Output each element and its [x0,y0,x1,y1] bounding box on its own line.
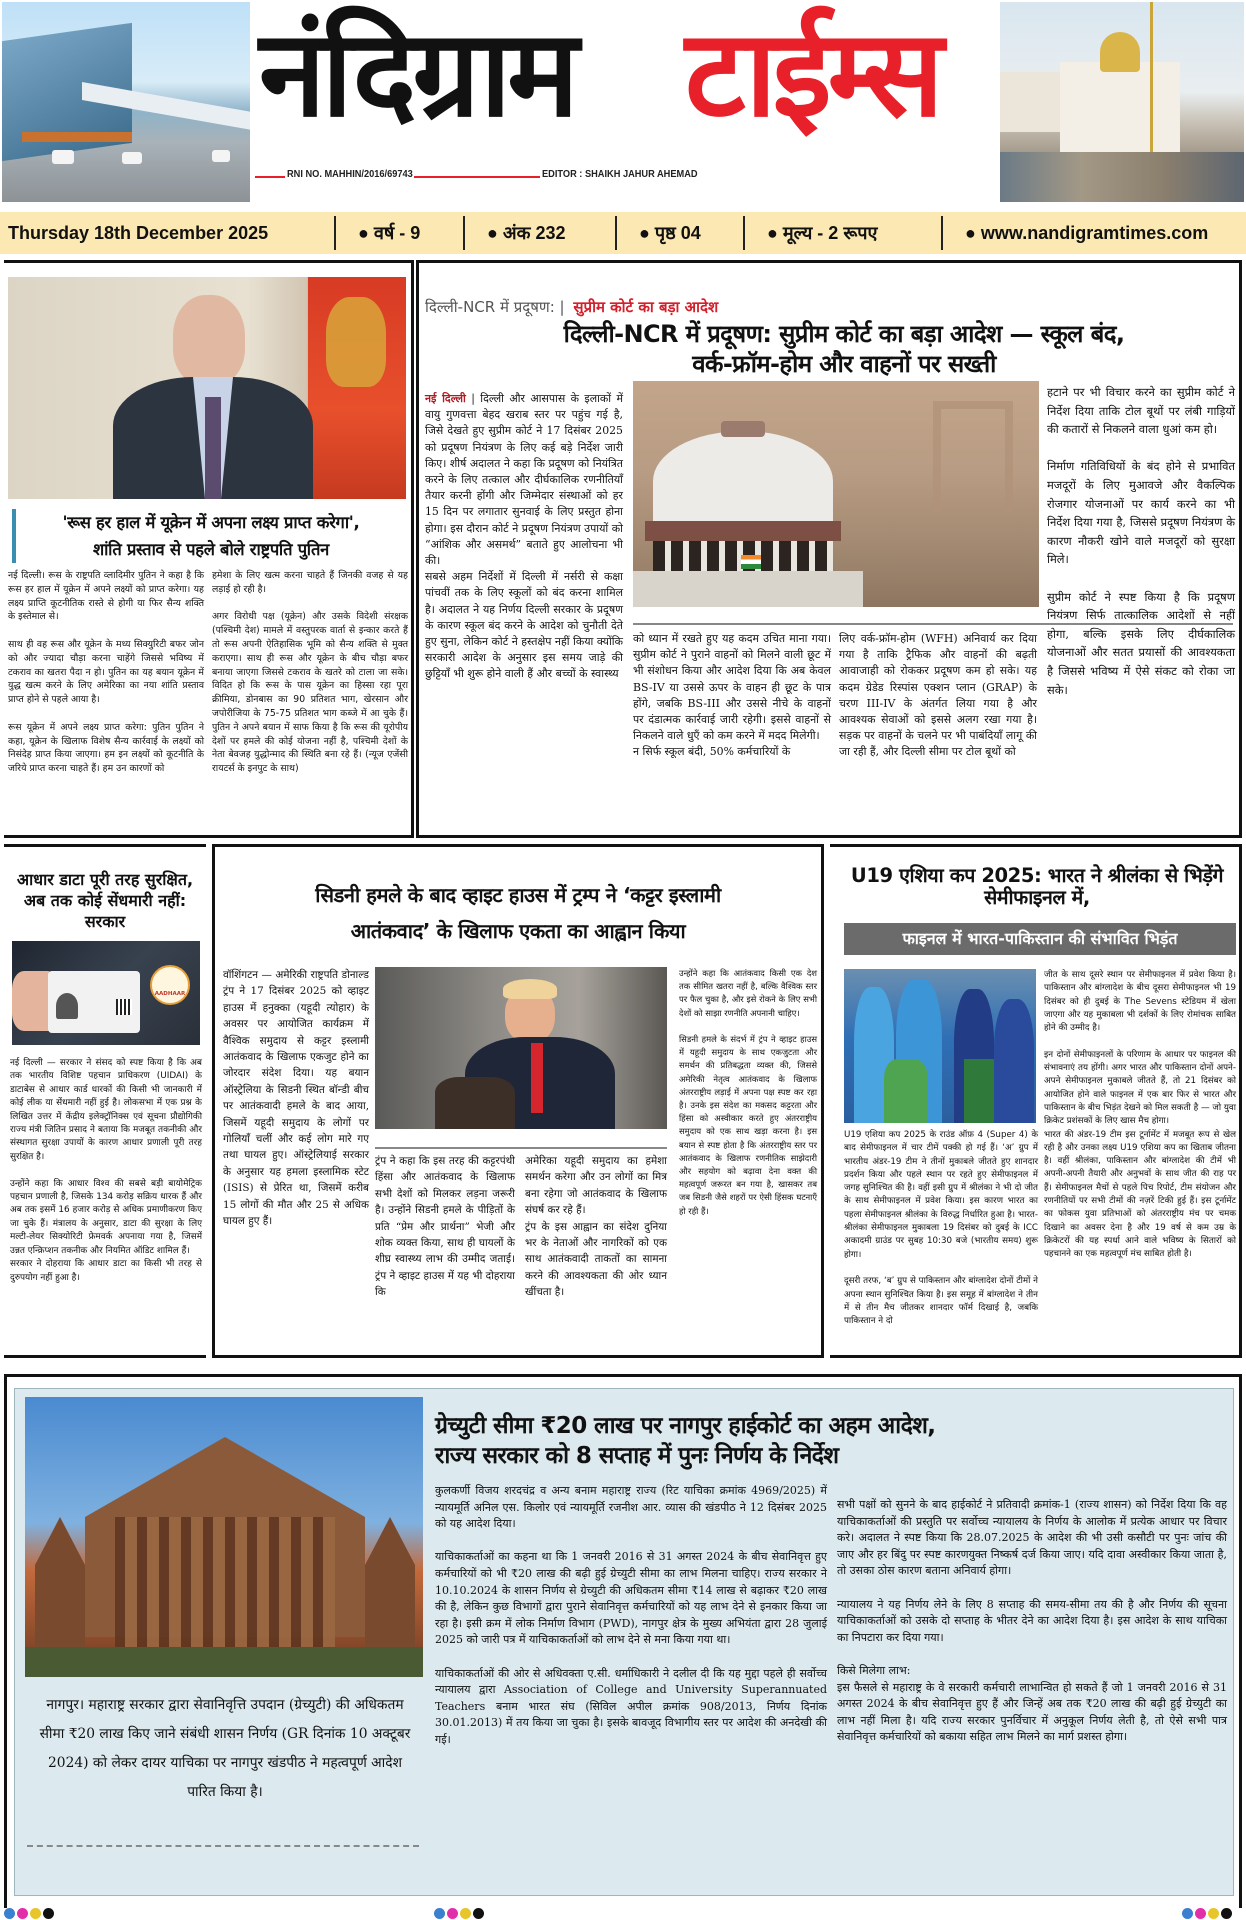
headline-line: दिल्ली-NCR में प्रदूषण: सुप्रीम कोर्ट का बड़ा आदेश — स्कूल बंद, [563,320,1125,348]
cricket-article [830,844,1242,1358]
gurudwara-photo [1000,2,1244,202]
cricket-body-left: U19 एशिया कप 2025 के राउंड ऑफ़ 4 (Super 4) के बाद सेमीफाइनल में चार टीमें पक्की हो गई हैं। ‘अ’ ग्रुप में भारतीय अंडर-19 टीम ने तीनों मुकाबले जीतते हुए शानदार प्रदर्शन किया और पहले स्थान पर रहते हुए सेमीफाइनल में जगह सुनिश्चित की है। वहीं इसी ग्रुप में श्रीलंका ने भी दो जीत के साथ सेमीफाइनल में प्रवेश किया। इस कारण भारत का पहला सेमीफाइनल श्रीलंका के विरुद्ध निर्धारित हुआ है। भारत-श्रीलंका सेमीफाइनल मुकाबला 19 दिसंबर को दुबई के ICC अकादमी ग्राउंड पर सुबह 10:30 बजे (भारतीय समय) शुरू होगा। दूसरी तरफ, ‘ब’ ग्रुप से पाकिस्तान और बांग्लादेश दोनों टीमों ने अपना स्थान सुनिश्चित किया है। इस समूह में बांग्लादेश ने तीन में से तीन मैच जीतकर शानदार फॉर्म दिखाई है, जबकि पाकिस्तान ने दो [844,1130,1038,1327]
bullet-icon: ● [767,223,783,243]
high-court-photo [25,1397,423,1677]
delhi-headline [419,319,1239,379]
headline-line: ग्रेच्युटी सीमा ₹20 लाख पर नागपुर हाईकोर्ट का अहम आदेश, [435,1413,936,1439]
bullet-icon: ● [358,223,374,243]
rni-number: RNI NO. MAHHIN/2016/69743 [287,168,413,180]
gratuity-body-col-1: कुलकर्णी विजय शरदचंद्र व अन्य बनाम महाराष्ट्र राज्य (रिट याचिका क्रमांक 4969/2025) में न्यायमूर्ति अनिल एस. किलोर एवं न्यायमूर्ति रजनीश आर. व्यास की खंडपीठ ने 12 दिसंबर 2025 को यह आदेश दिया। याचिकाकर्ताओं का कहना था कि 1 जनवरी 2016 से 31 अगस्त 2024 के बीच सेवानिवृत्त हुए कर्मचारियों को भी ₹20 लाख की बढ़ी हुई ग्रेच्युटी सीमा का लाभ मिलना चाहिए। राज्य सरकार ने 10.10.2024 के शासन निर्णय से ग्रेच्युटी की अधिकतम सीमा ₹14 लाख से बढ़ाकर ₹20 लाख की है, लेकिन कुछ विभागों द्वारा पुराने सेवानिवृत्त कर्मचारियों को यह लाभ देने से इनकार किया जा रहा है। इसी क्रम में लोक निर्माण विभाग (PWD), नागपुर क्षेत्र के मुख्य अभियंता द्वारा 28 जुलाई 2025 को जारी पत्र में याचिकाकर्ताओं को लाभ देने से मना किया गया था। याचिकाकर्ताओं की ओर से अधिवक्ता ए.सी. धर्माधिकारी ने दलील दी कि यह मुद्दा पहले ही सर्वोच्च न्यायालय द्वारा Association of College and University Superannuated Teachers बनाम भारत संघ (सिविल अपील क्रमांक 908/2013, निर्णय दिनांक 30.01.2013) में तय किया जा चुका है। इसके बावजूद विभागीय स्तर पर आदेश की अनदेखी की गई। [435,1484,827,1746]
cyan-dot [434,1908,445,1919]
aadhaar-article [4,844,206,1358]
headline-line: आतंकवाद’ के खिलाफ एकता का आह्वान किया [350,919,686,943]
kicker [425,297,718,317]
yellow-dot [30,1908,41,1919]
delhi-body-col-4: हटाने पर भी विचार करने का सुप्रीम कोर्ट ने निर्देश दिया ताकि टोल बूथों पर लंबी गाड़ियों की कतारों से निकलने वाला धुआं कम हो। निर्माण गतिविधियों के बंद होने से प्रभावित मजदूरों के लिए मुआवजे और वैकल्पिक रोजगार योजनाओं पर कार्य करने का भी निर्देश दिया गया है, जिससे प्रदूषण नियंत्रण के कारण नौकरी खोने वाले मजदूरों को सुरक्षा मिले। सुप्रीम कोर्ट ने स्पष्ट किया है कि प्रदूषण नियंत्रण सिर्फ तात्कालिक आदेशों से नहीं होगा, बल्कि इसके लिए दीर्घकालिक योजनाओं और सतत प्रयासों की आवश्यकता है जिससे भविष्य में ऐसे संकट को रोका जा सके। [1047,385,1235,697]
airport-photo [2,2,250,202]
dateline: नई दिल्ली [425,392,466,405]
rule [375,1147,667,1149]
info-bar [0,212,1246,254]
putin-headline [12,509,406,563]
kicker-gray: दिल्ली-NCR में प्रदूषण: | [425,298,565,316]
bullet-icon: ● [487,223,503,243]
yellow-dot [1208,1908,1219,1919]
delhi-body-col-2: को ध्यान में रखते हुए यह कदम उचित माना गया। सुप्रीम कोर्ट ने पुराने वाहनों को मिलने वाली छूट में भी संशोधन किया और आदेश दिया कि अब केवल BS-IV या उससे ऊपर के वाहन ही छूट के पात्र होंगे, जबकि BS-III और उससे नीचे के वाहनों पर दंडात्मक कार्रवाई जारी रहेगी। इससे वाहनों से निकलने वाले धुएँ को कम करने में मदद मिलेगी। न सिर्फ स्कूल बंदी, 50% कर्मचारियों के [633,632,831,759]
trump-body-col-4: उन्होंने कहा कि आतंकवाद किसी एक देश तक सीमित खतरा नहीं है, बल्कि वैश्विक स्तर पर फैल चुका है, और इसे रोकने के लिए सभी देशों को साझा रणनीति अपनानी चाहिए। सिडनी हमले के संदर्भ में ट्रंप ने व्हाइट हाउस में यहूदी समुदाय के साथ एकजुटता और समर्थन की प्रतिबद्धता व्यक्त की, जिससे अमेरिकी नेतृत्व आतंकवाद के खिलाफ अंतरराष्ट्रीय लड़ाई में अपना पक्ष स्पष्ट कर रहा है। उनके इस संदेश का मकसद कट्टरता और हिंसा को अस्वीकार करते हुए अंतरराष्ट्रीय समुदाय को एक साथ खड़ा करना है। इस बयान से स्पष्ट होता है कि अंतरराष्ट्रीय स्तर पर आतंकवाद के खिलाफ रणनीतिक साझेदारी और सहयोग को बढ़ावा देना वक्त की महत्वपूर्ण जरूरत बन गया है, खासकर तब जब सिडनी जैसे शहरों पर ऐसी हिंसक घटनाएँ हो रही हैं। [679,968,817,1216]
trump-body-col-3: अमेरिका यहूदी समुदाय का हमेशा समर्थन करेगा और उन लोगों का मित्र बना रहेगा जो आतंकवाद के खिलाफ संघर्ष कर रहे हैं। ट्रंप के इस आह्वान का संदेश दुनिया भर के नेताओं और नागरिकों को एक साथ आतंकवादी ताकतों का सामना करने की आवश्यकता की ओर ध्यान खींचता है। [525,1155,667,1299]
bullet-icon: ● [965,222,981,243]
bullet-icon: ● [639,223,655,243]
masthead-title-black: नंदिग्राम [259,5,575,144]
trump-body-col-2: ट्रंप ने कहा कि इस तरह की कट्टरपंथी हिंसा और आतंकवाद के खिलाफ सभी देशों को मिलकर लड़ना जरूरी है। उन्होंने सिडनी हमले के पीड़ितों के प्रति “प्रेम और प्रार्थना” भेजी और शोक व्यक्त किया, साथ ही घायलों के शीघ्र स्वास्थ्य लाभ की उम्मीद जताई। ट्रंप ने व्हाइट हाउस में यह भी दोहराया कि [375,1155,515,1299]
cricket-headline: U19 एशिया कप 2025: भारत ने श्रीलंका से भिड़ेंगे सेमीफाइनल में, [850,864,1224,909]
putin-body-col-2: हमेशा के लिए खत्म करना चाहते हैं जिनकी वजह से यह लड़ाई हो रही है। अगर विरोधी पक्ष (यूक्रेन) और उसके विदेशी संरक्षक (पश्चिमी देश) मामले में वस्तुपरक वार्ता से इन्कार करते हैं तो रूस अपनी ऐतिहासिक भूमि को सैन्य शक्ति से मुक्त कराएगा। साथ ही रूस और यूक्रेन के बीच चौड़ा बफर बनाया जाएगा जिससे टकराव के खतरे को टाला जा सके। विदित हो कि रूस के पास यूक्रेन का हिस्सा रहा पूरा क्रीमिया, डोनबास का 90 प्रतिशत भाग, खेरसान और जपोरीजिया के 75-75 प्रतिशत भाग कब्जे में आ चुके हैं। पुतिन ने अपने बयान में साफ किया है कि रूस की यूरोपीय देशों पर हमले की कोई योजना नहीं है, पश्चिमी देशों के नेता बेवजह युद्धोन्माद की स्थिति बना रहे हैं। (न्यूज एजेंसी रायटर्स के इनपुट के साथ) [212,570,408,775]
yellow-dot [460,1908,471,1919]
putin-body-col-1: नई दिल्ली। रूस के राष्ट्रपति व्लादिमीर पुतिन ने कहा है कि रूस हर हाल में यूक्रेन में अपने लक्ष्यों को प्राप्त करेगा। यह लक्ष्य प्राप्ति कूटनीतिक रास्ते से होगी या फिर सैन्य शक्ति के इस्तेमाल से। साथ ही वह रूस और यूक्रेन के मध्य सिक्युरिटी बफर जोन को और ज्यादा चौड़ा करना चाहेंगे जिससे भविष्य में टकराव का खतरा पैदा न हो। पुतिन का यह बयान यूक्रेन में युद्ध खत्म करने के लिए अमेरिका का नया शांति प्रस्ताव प्राप्त होने से पहले आया है। रूस यूक्रेन में अपने लक्ष्य प्राप्त करेगा: पुतिन पुतिन ने कहा, यूक्रेन के खिलाफ विशेष सैन्य कार्रवाई के लक्ष्यों को निसंदेह प्राप्त किया जाएगा। हम इन लक्ष्यों को कूटनीति के जरिये प्राप्त करना चाहते हैं। हम उन कारणों को [8,570,204,775]
dashed-divider [27,1845,419,1847]
magenta-dot [1195,1908,1206,1919]
cyan-dot [4,1908,15,1919]
black-dot [43,1908,54,1919]
delhi-article [416,260,1242,838]
aadhaar-body: नई दिल्ली — सरकार ने संसद को स्पष्ट किया है कि अब तक भारतीय विशिष्ट पहचान प्राधिकरण (UIDAI) के डाटाबेस से आधार कार्ड धारकों की किसी भी जानकारी में कोई लीक या सेंधमारी नहीं हुई है। लोकसभा में एक प्रश्न के लिखित उत्तर में केंद्रीय इलेक्ट्रॉनिक्स एवं सूचना प्रौद्योगिकी राज्य मंत्री जितिन प्रसाद ने बताया कि मजबूत तकनीकी और संस्थागत सुरक्षा उपायों के कारण आधार प्रणाली पूरी तरह सुरक्षित है। उन्होंने कहा कि आधार विश्व की सबसे बड़ी बायोमेट्रिक पहचान प्रणाली है, जिसके 134 करोड़ सक्रिय धारक हैं और अब तक इसमें 16 हजार करोड़ से अधिक प्रमाणीकरण किए जा चुके हैं। मंत्रालय के अनुसार, डाटा की सुरक्षा के लिए मल्टी-लेयर सिक्योरिटी फ्रेमवर्क अपनाया गया है, जिसमें उन्नत एन्क्रिप्शन तकनीक और नियमित ऑडिट शामिल हैं। सरकार ने दोहराया कि आधार डाटा का किसी भी तरह से दुरुपयोग नहीं हुआ है। [10,1058,202,1283]
website-link[interactable]: ● www.nandigramtimes.com [965,222,1209,243]
red-rule [255,176,285,178]
cricket-subhead: फाइनल में भारत-पाकिस्तान की संभावित भिड़ंत [844,923,1236,955]
headline-line: 'रूस हर हाल में यूक्रेन में अपना लक्ष्य प्राप्त करेगा', [62,513,360,532]
registration-marks-left [4,1908,54,1919]
issue-year: ● वर्ष - 9 [358,223,421,243]
price: ● मूल्य - 2 रूपए [767,223,878,243]
cricket-body-right: जीत के साथ दूसरे स्थान पर सेमीफाइनल में प्रवेश किया है। पाकिस्तान और बांग्लादेश के बीच दूसरा सेमीफाइनल भी 19 दिसंबर को ही दुबई के The Sevens स्टेडियम में खेला जाएगा और यह मुकाबला भी दर्शकों के लिए रोमांचक साबित होने की उम्मीद है। इन दोनों सेमीफाइनलों के परिणाम के आधार पर फाइनल की संभावनाएं तय होंगी। अगर भारत और पाकिस्तान दोनों अपने-अपने सेमीफाइनल मुकाबले जीतते हैं, तो 21 दिसंबर को आयोजित होने वाले फाइनल में एक बार फिर से भारत और पाकिस्तान के बीच भिड़ंत देखने को मिल सकती है — जो युवा क्रिकेट प्रशंसकों के लिए खास मैच होगा। भारत की अंडर-19 टीम इस टूर्नामेंट में मजबूत रूप से खेल रही है और उनका लक्ष्य U19 एशिया कप का खिताब जीतना है। वहीं श्रीलंका, पाकिस्तान और बांग्लादेश की टीमें भी अपनी-अपनी तैयारी और अनुभवों के साथ जीत की राह पर हैं। सेमीफाइनल मैचों से पहले पिच रिपोर्ट, टीम संयोजन और रणनीतियों पर सभी टीमों की नज़रें टिकी हुई हैं। इस टूर्नामेंट का फोकस युवा प्रतिभाओं को अंतरराष्ट्रीय मंच पर चमक दिखाने का अवसर देना है और 19 वर्ष से कम उम्र के क्रिकेटरों की यह स्पर्धा आने वाले भविष्य के सितारों को पहचानने का एक महत्वपूर्ण मंच साबित होती है। [1044,970,1236,1260]
gratuity-body-col-2: सभी पक्षों को सुनने के बाद हाईकोर्ट ने प्रतिवादी क्रमांक-1 (राज्य शासन) को निर्देश दिया कि वह याचिकाकर्ताओं की प्रस्तुति पर सर्वोच्च न्यायालय के निर्णय के आलोक में प्रत्येक आधार पर विचार करे। अदालत ने स्पष्ट किया कि 28.07.2025 के आदेश की भी उसी कसौटी पर पुनः जांच की जाए और हर बिंदु पर स्पष्ट कारणयुक्त निष्कर्ष दर्ज किया जाए। यदि दावा अस्वीकार किया जाता है, तो उसका ठोस कारण बताना अनिवार्य होगा। न्यायालय ने यह निर्णय लेने के लिए 8 सप्ताह की समय-सीमा तय की है और निर्णय की सूचना याचिकाकर्ताओं को उसके दो सप्ताह के भीतर देने का आदेश दिया है। इस आदेश के साथ याचिका का निपटारा कर दिया गया। किसे मिलेगा लाभ: इस फैसले से महाराष्ट्र के वे सरकारी कर्मचारी लाभान्वित हो सकते हैं जो 1 जनवरी 2016 से 31 अगस्त 2024 के बीच सेवानिवृत्त हुए हैं और जिन्हें अब तक ₹20 लाख की बढ़ी हुई ग्रेच्युटी का लाभ नहीं मिला है। यदि राज्य सरकार पुनर्विचार में अनुकूल निर्णय लेती है, तो ऐसे सभी पात्र सेवानिवृत्त कर्मचारियों को बकाया सहित लाभ मिलने का मार्ग प्रशस्त होगा। [837,1498,1227,1744]
black-dot [473,1908,484,1919]
headline-line: शांति प्रस्ताव से पहले बोले राष्ट्रपति पुतिन [92,540,330,559]
registration-marks-right [1182,1908,1232,1919]
putin-photo [8,277,406,499]
masthead-title-red: टाईम्स [685,5,940,144]
red-rule [414,176,540,178]
aadhaar-logo: AADHAAR [154,991,186,997]
issue-date: Thursday 18th December 2025 [8,222,269,243]
trump-body-col-1: वॉशिंगटन — अमेरिकी राष्ट्रपति डोनाल्ड ट्रंप ने 17 दिसंबर 2025 को व्हाइट हाउस में हनुक्का (यहूदी त्योहार) के अवसर पर आयोजित कार्यक्रम में वैश्विक समुदाय से कट्टर इस्लामी आतंकवाद के खिलाफ एकजुट होने का जोरदार संदेश दिया। यह बयान ऑस्ट्रेलिया के सिडनी स्थित बॉन्डी बीच पर आतंकवादी हमले के बाद आया, जिसमें यहूदी समुदाय के लोगों पर गोलियाँ चलीं और कई लोग मारे गए तथा घायल हुए। ऑस्ट्रेलियाई सरकार के अनुसार यह हमला इस्लामिक स्टेट (ISIS) से प्रेरित था, जिसमें करीब 15 लोगों की मौत और 25 से अधिक घायल हुए हैं। [223,969,369,1228]
aadhaar-card-photo [12,941,200,1045]
page-count: ● पृष्ठ 04 [639,223,701,243]
headline-line: राज्य सरकार को 8 सप्ताह में पुनः निर्णय के निर्देश [435,1443,839,1469]
masthead-meta [255,164,815,180]
masthead-logo [255,5,1000,160]
trump-article [212,844,824,1358]
delhi-body-col-1: नई दिल्ली | दिल्ली और आसपास के इलाकों में वायु गुणवत्ता बेहद खराब स्तर पर पहुंच गई है, जिसे देखते हुए सुप्रीम कोर्ट ने 17 दिसंबर 2025 को प्रदूषण नियंत्रण के लिए कई बड़े निर्देश जारी किए। शीर्ष अदालत ने कहा कि प्रदूषण को नियंत्रित करने के लिए तत्काल और दीर्घकालिक रणनीतियाँ तैयार करनी होंगी और जिम्मेदार संस्थाओं को हर 15 दिन पर लगातार सुनवाई के लिए प्रस्तुत होना होगा। इस दौरान कोर्ट ने प्रदूषण नियंत्रण उपायों को “आंशिक और असमर्थ” बताते हुए आलोचना भी की। सबसे अहम निर्देशों में दिल्ली में नर्सरी से कक्षा पांचवीं तक के लिए स्कूलों को बंद करना शामिल है। अदालत ने यह निर्णय दिल्ली सरकार के प्रदूषण के कारण स्कूल बंद करने के आदेश को चुनौती देते हुए सुना, लेकिन कोर्ट ने हस्तक्षेप नहीं किया क्योंकि सरकारी आदेश के अनुसार इस समय जाड़े की छुट्टियाँ भी शुरू होने वाली हैं और बच्चों के स्वास्थ्य [425,392,623,681]
trump-photo [375,967,667,1129]
magenta-dot [447,1908,458,1919]
aadhaar-headline: आधार डाटा पूरी तरह सुरक्षित, अब तक कोई सेंधमारी नहीं: सरकार [16,870,194,931]
supreme-court-photo [633,381,1039,607]
magenta-dot [17,1908,28,1919]
gratuity-caption: नागपुर। महाराष्ट्र सरकार द्वारा सेवानिवृत्ति उपदान (ग्रेच्युटी) की अधिकतम सीमा ₹20 लाख किए जाने संबंधी शासन निर्णय (GR दिनांक 10 अक्टूबर 2024) को लेकर दायर याचिका पर नागपुर खंडपीठ ने महत्वपूर्ण आदेश पारित किया है। [39,1697,411,1800]
gratuity-headline [435,1411,1225,1471]
headline-line: सिडनी हमले के बाद व्हाइट हाउस में ट्रम्प ने ‘कट्टर इस्लामी [315,883,721,907]
cricket-team-photo [844,969,1036,1123]
kicker-red: सुप्रीम कोर्ट का बड़ा आदेश [573,298,719,316]
gratuity-article [14,1388,1234,1896]
putin-article [4,260,414,838]
registration-marks-center [434,1908,484,1919]
editor-name: EDITOR : SHAIKH JAHUR AHEMAD [541,168,698,180]
issue-number: ● अंक 232 [487,223,566,243]
delhi-body-col-3: लिए वर्क-फ्रॉम-होम (WFH) अनिवार्य कर दिया गया है ताकि ट्रैफिक और वाहनों की बढ़ती आवाजाही को रोककर प्रदूषण कम हो सके। यह कदम ग्रेडेड रिस्पांस एक्शन प्लान (GRAP) के चरण III-IV के अंतर्गत लिया गया है और आवश्यक सेवाओं को इससे अलग रखा गया है। सड़क पर वाहनों के चलने पर भी पाबंदियाँ लागू की जा रही हैं, और दिल्ली सीमा पर टोल बूथों को [839,632,1037,759]
trump-headline [215,877,821,949]
black-dot [1221,1908,1232,1919]
cyan-dot [1182,1908,1193,1919]
headline-line: वर्क-फ्रॉम-होम और वाहनों पर सख्ती [692,350,996,378]
